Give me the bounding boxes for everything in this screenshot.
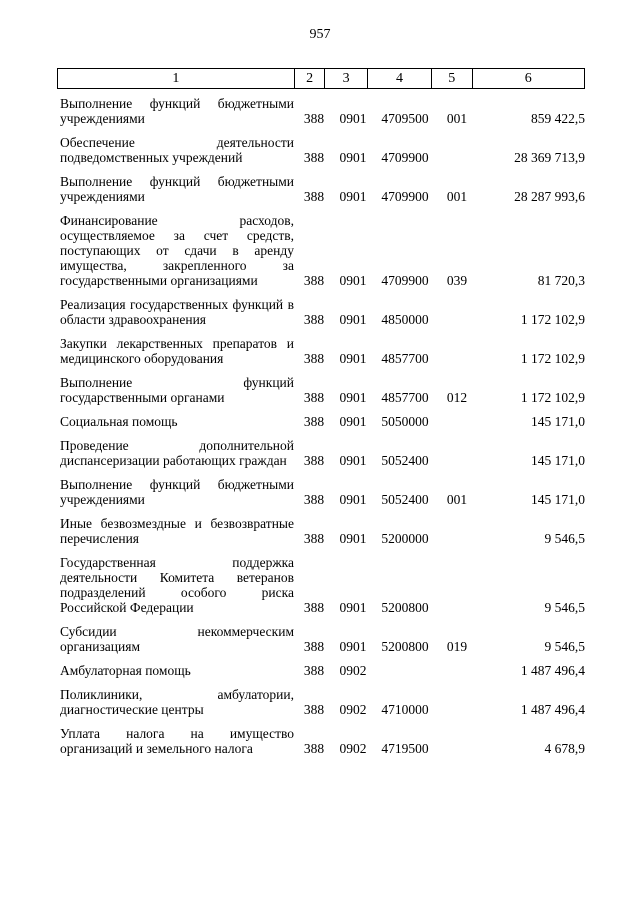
row-col-4: 5052400 bbox=[381, 492, 429, 507]
table-row bbox=[60, 375, 585, 405]
table-row bbox=[60, 96, 585, 126]
row-col-3: 0901 bbox=[339, 390, 367, 405]
table-row bbox=[60, 414, 585, 429]
row-col-4: 5200800 bbox=[381, 600, 429, 615]
row-name: Выполнение функций бюджетными учреждениями bbox=[60, 477, 294, 507]
row-col-6: 4 678,9 bbox=[544, 741, 585, 756]
row-col-6: 28 287 993,6 bbox=[514, 189, 585, 204]
table-row bbox=[60, 213, 585, 288]
row-name: Субсидии некоммерческим организациям bbox=[60, 624, 294, 654]
row-col-6: 81 720,3 bbox=[537, 273, 585, 288]
row-col-3: 0901 bbox=[339, 600, 367, 615]
row-col-4: 4719500 bbox=[381, 741, 429, 756]
row-col-2: 388 bbox=[303, 639, 325, 654]
row-col-5: 001 bbox=[446, 111, 468, 126]
row-col-6: 859 422,5 bbox=[531, 111, 585, 126]
row-col-3: 0901 bbox=[339, 351, 367, 366]
row-name: Финансирование расходов, осуществляемое за счет средств, поступающих от сдачи в аренду имущества, закрепленного за государственными организациями bbox=[60, 213, 294, 288]
table-row bbox=[60, 174, 585, 204]
header-col-6: 6 bbox=[472, 69, 585, 88]
row-col-6: 1 172 102,9 bbox=[520, 312, 585, 327]
table-row bbox=[60, 663, 585, 678]
row-col-6: 1 487 496,4 bbox=[520, 702, 585, 717]
row-col-6: 9 546,5 bbox=[544, 600, 585, 615]
row-name: Амбулаторная помощь bbox=[60, 663, 191, 678]
row-col-4: 4857700 bbox=[381, 351, 429, 366]
row-col-3: 0901 bbox=[339, 639, 367, 654]
row-col-3: 0901 bbox=[339, 492, 367, 507]
row-col-4: 4710000 bbox=[381, 702, 429, 717]
row-col-3: 0902 bbox=[339, 663, 367, 678]
row-col-2: 388 bbox=[303, 111, 325, 126]
row-col-3: 0902 bbox=[339, 702, 367, 717]
row-col-6: 1 172 102,9 bbox=[520, 351, 585, 366]
row-col-6: 145 171,0 bbox=[531, 492, 585, 507]
row-col-4: 4850000 bbox=[381, 312, 429, 327]
table-row bbox=[60, 438, 585, 468]
table-row bbox=[60, 687, 585, 717]
table-row bbox=[60, 336, 585, 366]
row-col-4: 5052400 bbox=[381, 453, 429, 468]
row-col-5: 001 bbox=[446, 189, 468, 204]
table-row bbox=[60, 297, 585, 327]
row-col-3: 0901 bbox=[339, 189, 367, 204]
row-col-6: 1 172 102,9 bbox=[520, 390, 585, 405]
table-row bbox=[60, 726, 585, 756]
row-col-3: 0901 bbox=[339, 312, 367, 327]
row-col-6: 145 171,0 bbox=[531, 414, 585, 429]
row-col-2: 388 bbox=[303, 390, 325, 405]
page-number: 957 bbox=[309, 27, 331, 42]
row-col-2: 388 bbox=[303, 189, 325, 204]
row-col-4: 5050000 bbox=[381, 414, 429, 429]
row-col-6: 1 487 496,4 bbox=[520, 663, 585, 678]
row-col-3: 0901 bbox=[339, 150, 367, 165]
row-name: Поликлиники, амбулатории, диагностические центры bbox=[60, 687, 294, 717]
row-col-2: 388 bbox=[303, 312, 325, 327]
header-col-4: 4 bbox=[367, 69, 431, 88]
row-col-3: 0902 bbox=[339, 741, 367, 756]
row-col-3: 0901 bbox=[339, 273, 367, 288]
row-name: Уплата налога на имущество организаций и земельного налога bbox=[60, 726, 294, 756]
row-col-2: 388 bbox=[303, 492, 325, 507]
row-col-2: 388 bbox=[303, 273, 325, 288]
row-name: Закупки лекарственных препаратов и медицинского оборудования bbox=[60, 336, 294, 366]
row-col-2: 388 bbox=[303, 741, 325, 756]
row-col-4: 4709900 bbox=[381, 273, 429, 288]
table-row bbox=[60, 135, 585, 165]
row-col-4: 5200000 bbox=[381, 531, 429, 546]
row-name: Выполнение функций бюджетными учреждениями bbox=[60, 174, 294, 204]
header-col-1: 1 bbox=[172, 71, 180, 86]
row-name: Социальная помощь bbox=[60, 414, 178, 429]
row-col-4: 4709500 bbox=[381, 111, 429, 126]
row-name: Обеспечение деятельности подведомственных учреждений bbox=[60, 135, 294, 165]
table-row bbox=[60, 516, 585, 546]
header-col-5: 5 bbox=[431, 69, 471, 88]
row-col-3: 0901 bbox=[339, 111, 367, 126]
row-col-6: 9 546,5 bbox=[544, 639, 585, 654]
row-col-3: 0901 bbox=[339, 453, 367, 468]
row-col-2: 388 bbox=[303, 351, 325, 366]
row-col-2: 388 bbox=[303, 663, 325, 678]
row-col-4: 4857700 bbox=[381, 390, 429, 405]
row-col-6: 9 546,5 bbox=[544, 531, 585, 546]
row-col-6: 28 369 713,9 bbox=[514, 150, 585, 165]
row-col-6: 145 171,0 bbox=[531, 453, 585, 468]
row-col-2: 388 bbox=[303, 150, 325, 165]
row-name: Государственная поддержка деятельности Комитета ветеранов подразделений особого риска Российской Федерации bbox=[60, 555, 294, 615]
row-col-4: 4709900 bbox=[381, 150, 429, 165]
row-col-5: 001 bbox=[446, 492, 468, 507]
row-col-5: 019 bbox=[446, 639, 468, 654]
row-col-4: 4709900 bbox=[381, 189, 429, 204]
table-row bbox=[60, 477, 585, 507]
table-header bbox=[57, 68, 585, 89]
row-col-2: 388 bbox=[303, 702, 325, 717]
row-col-5: 039 bbox=[446, 273, 468, 288]
row-col-4: 5200800 bbox=[381, 639, 429, 654]
row-name: Реализация государственных функций в области здравоохранения bbox=[60, 297, 294, 327]
row-col-2: 388 bbox=[303, 600, 325, 615]
table-row bbox=[60, 555, 585, 615]
row-name: Проведение дополнительной диспансеризации работающих граждан bbox=[60, 438, 294, 468]
row-col-3: 0901 bbox=[339, 531, 367, 546]
row-col-3: 0901 bbox=[339, 414, 367, 429]
row-col-2: 388 bbox=[303, 414, 325, 429]
row-name: Выполнение функций бюджетными учреждениями bbox=[60, 96, 294, 126]
row-col-2: 388 bbox=[303, 453, 325, 468]
row-col-2: 388 bbox=[303, 531, 325, 546]
row-name: Выполнение функций государственными органами bbox=[60, 375, 294, 405]
header-col-3: 3 bbox=[324, 69, 366, 88]
table-row bbox=[60, 624, 585, 654]
row-col-5: 012 bbox=[446, 390, 468, 405]
header-col-2: 2 bbox=[294, 69, 325, 88]
table-body bbox=[60, 96, 585, 765]
row-name: Иные безвозмездные и безвозвратные перечисления bbox=[60, 516, 294, 546]
